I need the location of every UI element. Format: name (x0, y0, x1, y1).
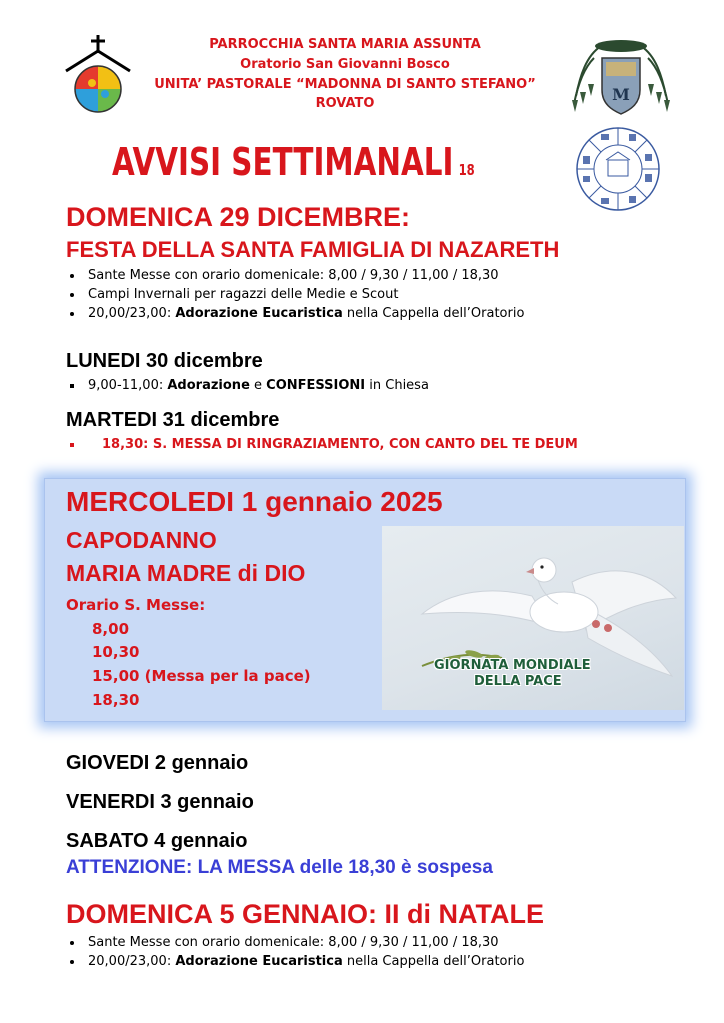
list-item (62, 952, 524, 971)
list-item (62, 304, 524, 323)
mass-time-1: 8,00 (92, 620, 130, 638)
page-title-text: AVVISI SETTIMANALI (112, 140, 454, 184)
page-title (112, 140, 475, 184)
list-item-rest: e (249, 378, 267, 393)
list-item-text: 18,30: S. MESSA DI RINGRAZIAMENTO, CON CANTO DEL TE DEUM (102, 437, 578, 452)
monday-heading: LUNEDI 30 dicembre (66, 350, 263, 372)
list-item-bold: Adorazione Eucaristica (175, 954, 343, 969)
peace-day-image (382, 526, 684, 710)
list-item (62, 435, 578, 454)
list-item-text: Sante Messe con orario domenicale: 8,00 / 9,30 / 11,00 / 18,30 (88, 268, 499, 283)
list-item-text: Campi Invernali per ragazzi delle Medie e Scout (88, 287, 399, 302)
list-item-text: Sante Messe con orario domenicale: 8,00 / 9,30 / 11,00 / 18,30 (88, 935, 499, 950)
pastoral-unit-seal-icon (575, 126, 661, 212)
mass-time-4: 18,30 (92, 691, 140, 709)
capodanno-label: CAPODANNO (66, 527, 217, 553)
list-item-rest: nella Cappella dell’Oratorio (342, 306, 525, 321)
tuesday-list (62, 435, 578, 454)
mass-time-3: 15,00 (Messa per la pace) (92, 667, 311, 685)
list-item-time: 9,00-11,00: (88, 378, 168, 393)
mass-time-2: 10,30 (92, 643, 140, 661)
friday-heading: VENERDI 3 gennaio (66, 791, 254, 813)
list-item (62, 376, 429, 395)
list-item (62, 933, 524, 952)
parish-name: PARROCCHIA SANTA MARIA ASSUNTA (209, 37, 481, 52)
saturday-notice: ATTENZIONE: LA MESSA delle 18,30 è sospesa (66, 857, 493, 878)
list-item-bold: Adorazione Eucaristica (175, 306, 343, 321)
thursday-heading: GIOVEDI 2 gennaio (66, 752, 249, 774)
svg-text:M: M (612, 85, 630, 104)
list-item-time: 20,00/23,00: (88, 954, 176, 969)
town-name: ROVATO (315, 96, 375, 111)
issue-number: 18 (458, 161, 475, 179)
list-item-rest: in Chiesa (365, 378, 429, 393)
maria-madre-label: MARIA MADRE di DIO (66, 560, 306, 586)
mass-times-label: Orario S. Messe: (66, 596, 206, 614)
sunday-5-heading: DOMENICA 5 GENNAIO: II di NATALE (66, 899, 544, 929)
sunday-5-list (62, 933, 524, 971)
wednesday-heading: MERCOLEDI 1 gennaio 2025 (66, 486, 443, 517)
church-puzzle-logo-icon (62, 33, 134, 115)
sunday-29-heading: DOMENICA 29 DICEMBRE: (66, 202, 411, 232)
pastoral-unit-name: UNITA’ PASTORALE “MADONNA DI SANTO STEFANO” (154, 77, 536, 92)
oratory-name: Oratorio San Giovanni Bosco (240, 57, 450, 72)
list-item (62, 266, 524, 285)
monday-list (62, 376, 429, 395)
bishop-coat-of-arms-icon (566, 36, 676, 118)
list-item-bold: CONFESSIONI (266, 378, 366, 393)
list-item-bold: Adorazione (167, 378, 250, 393)
tuesday-heading: MARTEDI 31 dicembre (66, 409, 280, 431)
list-item-time: 20,00/23,00: (88, 306, 176, 321)
peace-day-caption-line2: DELLA PACE (474, 674, 562, 689)
peace-day-caption-line1: GIORNATA MONDIALE (434, 658, 591, 673)
list-item (62, 285, 524, 304)
list-item-rest: nella Cappella dell’Oratorio (342, 954, 525, 969)
sunday-29-list (62, 266, 524, 323)
holy-family-subheading: FESTA DELLA SANTA FAMIGLIA DI NAZARETH (66, 237, 560, 262)
saturday-heading: SABATO 4 gennaio (66, 830, 248, 852)
